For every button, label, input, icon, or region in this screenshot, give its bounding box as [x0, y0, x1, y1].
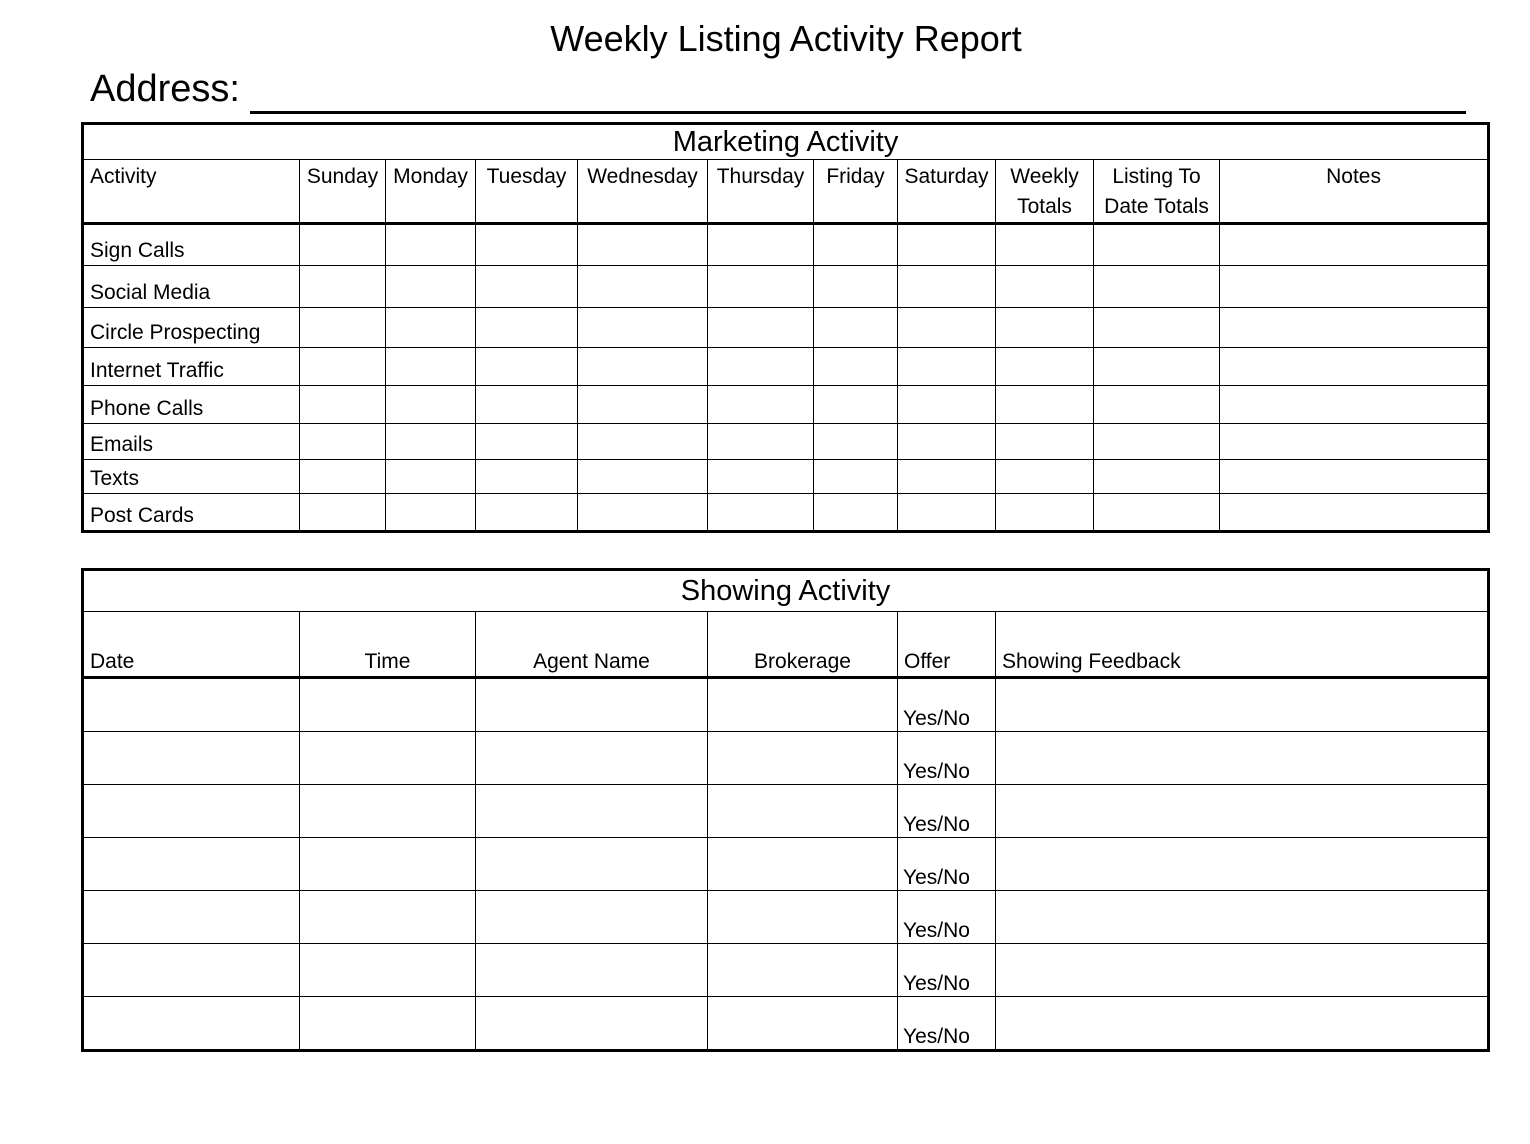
- marketing-column-header: Friday: [814, 160, 898, 224]
- marketing-entry-cell[interactable]: [898, 348, 996, 386]
- marketing-entry-cell[interactable]: [386, 308, 476, 348]
- marketing-entry-cell[interactable]: [476, 424, 578, 460]
- marketing-entry-cell[interactable]: [1220, 494, 1489, 532]
- marketing-entry-cell[interactable]: [578, 308, 708, 348]
- showing-entry-cell[interactable]: [300, 678, 476, 732]
- marketing-column-header: Tuesday: [476, 160, 578, 224]
- marketing-entry-cell[interactable]: [898, 424, 996, 460]
- showing-entry-cell[interactable]: [83, 678, 300, 732]
- marketing-entry-cell[interactable]: [386, 266, 476, 308]
- marketing-entry-cell[interactable]: [814, 386, 898, 424]
- marketing-entry-cell[interactable]: [476, 494, 578, 532]
- activity-label: Circle Prospecting: [83, 308, 300, 348]
- marketing-entry-cell[interactable]: [1220, 266, 1489, 308]
- marketing-entry-cell[interactable]: [708, 424, 814, 460]
- showing-entry-cell[interactable]: [708, 944, 898, 997]
- marketing-entry-cell[interactable]: [476, 386, 578, 424]
- showing-entry-cell[interactable]: [83, 838, 300, 891]
- marketing-row: [83, 460, 1489, 494]
- showing-column-header: Brokerage: [708, 612, 898, 678]
- marketing-entry-cell[interactable]: [996, 308, 1094, 348]
- showing-row: [83, 997, 1489, 1051]
- marketing-entry-cell[interactable]: [1094, 266, 1220, 308]
- marketing-entry-cell[interactable]: [578, 266, 708, 308]
- showing-activity-table: [81, 568, 1490, 1052]
- marketing-entry-cell[interactable]: [300, 348, 386, 386]
- marketing-activity-table: [81, 122, 1490, 533]
- marketing-row: [83, 386, 1489, 424]
- marketing-column-header: Weekly Totals: [996, 160, 1094, 224]
- marketing-row: [83, 224, 1489, 266]
- showing-row: [83, 678, 1489, 732]
- showing-column-header: Showing Feedback: [996, 612, 1489, 678]
- marketing-entry-cell[interactable]: [898, 386, 996, 424]
- marketing-entry-cell[interactable]: [300, 224, 386, 266]
- offer-yes-no[interactable]: Yes/No: [898, 678, 996, 732]
- showing-entry-cell[interactable]: [708, 785, 898, 838]
- marketing-entry-cell[interactable]: [814, 424, 898, 460]
- showing-entry-cell[interactable]: [300, 785, 476, 838]
- marketing-entry-cell[interactable]: [814, 224, 898, 266]
- showing-column-header: Time: [300, 612, 476, 678]
- marketing-entry-cell[interactable]: [1094, 308, 1220, 348]
- activity-label: Phone Calls: [83, 386, 300, 424]
- marketing-entry-cell[interactable]: [386, 386, 476, 424]
- showing-row: [83, 891, 1489, 944]
- marketing-entry-cell[interactable]: [708, 308, 814, 348]
- showing-entry-cell[interactable]: [996, 944, 1489, 997]
- showing-entry-cell[interactable]: [996, 838, 1489, 891]
- marketing-entry-cell[interactable]: [814, 348, 898, 386]
- marketing-entry-cell[interactable]: [996, 348, 1094, 386]
- showing-entry-cell[interactable]: [83, 944, 300, 997]
- marketing-entry-cell[interactable]: [996, 266, 1094, 308]
- showing-entry-cell[interactable]: [83, 785, 300, 838]
- marketing-entry-cell[interactable]: [300, 494, 386, 532]
- marketing-entry-cell[interactable]: [300, 424, 386, 460]
- marketing-entry-cell[interactable]: [996, 424, 1094, 460]
- marketing-entry-cell[interactable]: [708, 348, 814, 386]
- activity-label: Texts: [83, 460, 300, 494]
- marketing-entry-cell[interactable]: [1094, 224, 1220, 266]
- marketing-column-header: Wednesday: [578, 160, 708, 224]
- showing-row: [83, 838, 1489, 891]
- marketing-entry-cell[interactable]: [1220, 386, 1489, 424]
- activity-label: Social Media: [83, 266, 300, 308]
- marketing-column-header: Listing To Date Totals: [1094, 160, 1220, 224]
- showing-row: [83, 785, 1489, 838]
- showing-entry-cell[interactable]: [300, 732, 476, 785]
- marketing-entry-cell[interactable]: [708, 386, 814, 424]
- showing-entry-cell[interactable]: [476, 838, 708, 891]
- showing-column-header: Offer: [898, 612, 996, 678]
- marketing-entry-cell[interactable]: [300, 386, 386, 424]
- marketing-entry-cell[interactable]: [386, 424, 476, 460]
- address-field-row: [90, 66, 1466, 114]
- marketing-entry-cell[interactable]: [476, 308, 578, 348]
- marketing-column-header: Saturday: [898, 160, 996, 224]
- marketing-entry-cell[interactable]: [578, 460, 708, 494]
- showing-entry-cell[interactable]: [476, 785, 708, 838]
- marketing-entry-cell[interactable]: [476, 224, 578, 266]
- offer-yes-no[interactable]: Yes/No: [898, 891, 996, 944]
- marketing-entry-cell[interactable]: [300, 308, 386, 348]
- marketing-entry-cell[interactable]: [708, 224, 814, 266]
- activity-label: Post Cards: [83, 494, 300, 532]
- marketing-entry-cell[interactable]: [898, 308, 996, 348]
- showing-entry-cell[interactable]: [708, 997, 898, 1051]
- showing-entry-cell[interactable]: [83, 997, 300, 1051]
- showing-entry-cell[interactable]: [476, 678, 708, 732]
- offer-yes-no[interactable]: Yes/No: [898, 732, 996, 785]
- marketing-entry-cell[interactable]: [996, 224, 1094, 266]
- marketing-row: [83, 348, 1489, 386]
- marketing-entry-cell[interactable]: [578, 224, 708, 266]
- marketing-entry-cell[interactable]: [1220, 460, 1489, 494]
- address-label: Address:: [90, 68, 240, 110]
- showing-entry-cell[interactable]: [476, 944, 708, 997]
- showing-entry-cell[interactable]: [996, 997, 1489, 1051]
- marketing-section-title: Marketing Activity: [83, 124, 1489, 160]
- showing-row: [83, 944, 1489, 997]
- showing-section-title: Showing Activity: [83, 570, 1489, 612]
- showing-entry-cell[interactable]: [83, 732, 300, 785]
- marketing-entry-cell[interactable]: [814, 494, 898, 532]
- marketing-entry-cell[interactable]: [898, 266, 996, 308]
- marketing-entry-cell[interactable]: [1220, 224, 1489, 266]
- marketing-entry-cell[interactable]: [708, 460, 814, 494]
- marketing-entry-cell[interactable]: [476, 266, 578, 308]
- marketing-entry-cell[interactable]: [708, 494, 814, 532]
- showing-entry-cell[interactable]: [996, 891, 1489, 944]
- address-input-line[interactable]: [250, 71, 1466, 114]
- showing-entry-cell[interactable]: [476, 891, 708, 944]
- marketing-entry-cell[interactable]: [300, 460, 386, 494]
- marketing-entry-cell[interactable]: [996, 494, 1094, 532]
- marketing-entry-cell[interactable]: [814, 308, 898, 348]
- showing-entry-cell[interactable]: [300, 997, 476, 1051]
- marketing-entry-cell[interactable]: [814, 266, 898, 308]
- marketing-entry-cell[interactable]: [386, 460, 476, 494]
- marketing-entry-cell[interactable]: [996, 460, 1094, 494]
- showing-entry-cell[interactable]: [300, 838, 476, 891]
- offer-yes-no[interactable]: Yes/No: [898, 785, 996, 838]
- offer-yes-no[interactable]: Yes/No: [898, 838, 996, 891]
- showing-column-header: Agent Name: [476, 612, 708, 678]
- marketing-entry-cell[interactable]: [1094, 460, 1220, 494]
- activity-label: Internet Traffic: [83, 348, 300, 386]
- marketing-entry-cell[interactable]: [996, 386, 1094, 424]
- showing-row: [83, 732, 1489, 785]
- showing-entry-cell[interactable]: [83, 891, 300, 944]
- marketing-entry-cell[interactable]: [578, 386, 708, 424]
- marketing-entry-cell[interactable]: [300, 266, 386, 308]
- marketing-row: [83, 266, 1489, 308]
- showing-entry-cell[interactable]: [996, 732, 1489, 785]
- marketing-entry-cell[interactable]: [708, 266, 814, 308]
- page-title: Weekly Listing Activity Report: [550, 18, 1022, 59]
- showing-entry-cell[interactable]: [476, 997, 708, 1051]
- marketing-entry-cell[interactable]: [898, 494, 996, 532]
- showing-column-header: Date: [83, 612, 300, 678]
- showing-entry-cell[interactable]: [708, 891, 898, 944]
- showing-entry-cell[interactable]: [996, 678, 1489, 732]
- marketing-entry-cell[interactable]: [386, 494, 476, 532]
- marketing-row: [83, 494, 1489, 532]
- activity-label: Sign Calls: [83, 224, 300, 266]
- showing-entry-cell[interactable]: [996, 785, 1489, 838]
- showing-entry-cell[interactable]: [708, 732, 898, 785]
- marketing-entry-cell[interactable]: [1220, 308, 1489, 348]
- marketing-entry-cell[interactable]: [1220, 348, 1489, 386]
- marketing-column-header: Thursday: [708, 160, 814, 224]
- marketing-entry-cell[interactable]: [1094, 494, 1220, 532]
- marketing-column-header: Sunday: [300, 160, 386, 224]
- marketing-column-header: Activity: [83, 160, 300, 224]
- showing-entry-cell[interactable]: [708, 678, 898, 732]
- showing-entry-cell[interactable]: [300, 944, 476, 997]
- marketing-entry-cell[interactable]: [578, 348, 708, 386]
- marketing-row: [83, 424, 1489, 460]
- marketing-entry-cell[interactable]: [578, 494, 708, 532]
- showing-entry-cell[interactable]: [476, 732, 708, 785]
- marketing-entry-cell[interactable]: [476, 460, 578, 494]
- marketing-entry-cell[interactable]: [898, 460, 996, 494]
- showing-entry-cell[interactable]: [708, 838, 898, 891]
- showing-entry-cell[interactable]: [300, 891, 476, 944]
- marketing-entry-cell[interactable]: [814, 460, 898, 494]
- activity-label: Emails: [83, 424, 300, 460]
- marketing-column-header: Monday: [386, 160, 476, 224]
- marketing-row: [83, 308, 1489, 348]
- marketing-entry-cell[interactable]: [386, 224, 476, 266]
- marketing-entry-cell[interactable]: [1094, 348, 1220, 386]
- marketing-entry-cell[interactable]: [386, 348, 476, 386]
- marketing-entry-cell[interactable]: [1220, 424, 1489, 460]
- marketing-entry-cell[interactable]: [1094, 424, 1220, 460]
- marketing-column-header: Notes: [1220, 160, 1489, 224]
- marketing-entry-cell[interactable]: [898, 224, 996, 266]
- marketing-entry-cell[interactable]: [578, 424, 708, 460]
- marketing-entry-cell[interactable]: [1094, 386, 1220, 424]
- offer-yes-no[interactable]: Yes/No: [898, 997, 996, 1051]
- marketing-entry-cell[interactable]: [476, 348, 578, 386]
- offer-yes-no[interactable]: Yes/No: [898, 944, 996, 997]
